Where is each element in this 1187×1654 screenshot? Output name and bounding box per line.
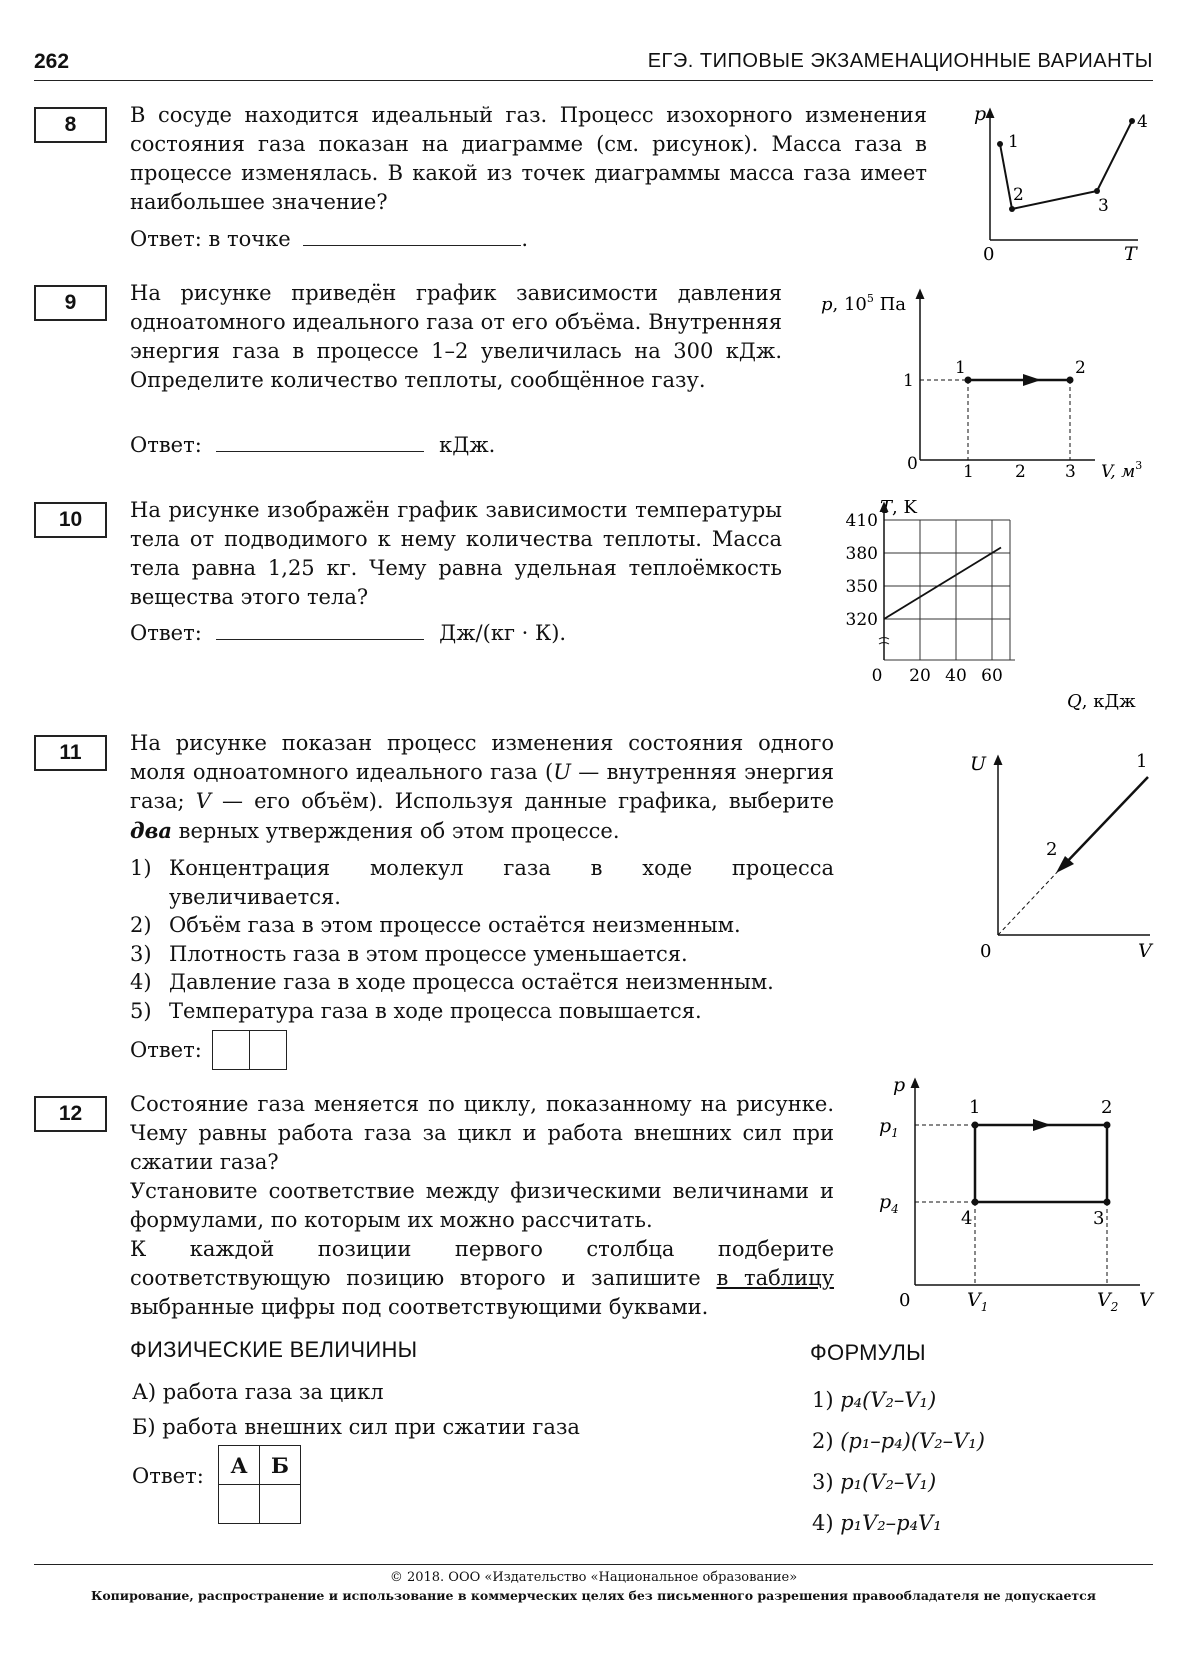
- q11-y-label: U: [970, 753, 987, 775]
- footer-notice: Копирование, распространение и использование в коммерческих целях без письменного разрешения правообладателя не допускается: [90, 1588, 1097, 1603]
- q11-text: На рисунке показан процесс изменения состояния одного моля одноатомного идеального газа (U — внутренняя энергия газа; V — его объём). Используя данные графика, выберите два верных утверждения об этом процессе.: [130, 731, 834, 843]
- q12-col1-head: ФИЗИЧЕСКИЕ ВЕЛИЧИНЫ: [130, 1337, 418, 1362]
- q12-cycle: [975, 1125, 1107, 1202]
- q9-x-tick-3: 3: [1065, 462, 1076, 482]
- q9-point-label-2: 2: [1075, 358, 1086, 378]
- q12-v1-label: $V_1$: [967, 1289, 989, 1314]
- q8-point-4: [1129, 118, 1135, 124]
- q12-point-2: [1104, 1122, 1111, 1129]
- q10-y-tick-320: 320: [845, 610, 878, 630]
- q12-formula-4: 4) p₁V₂–p₄V₁: [812, 1511, 942, 1535]
- q8-point-3: [1094, 188, 1100, 194]
- q8-point-1: [997, 141, 1003, 147]
- q9-answer: [130, 433, 495, 457]
- task-number-11: 11: [34, 735, 107, 771]
- q12-point-3: [1104, 1199, 1111, 1206]
- q11-point-label-1: 1: [1136, 751, 1148, 772]
- q12-answer-head-a: А: [219, 1446, 260, 1485]
- q12-p4-label: $p_4$: [879, 1191, 899, 1216]
- task-number-8: 8: [34, 107, 107, 143]
- q8-point-label-2: 2: [1013, 185, 1024, 205]
- q11-option-1: 1) Концентрация молекул газа в ходе процесса увеличивается.: [130, 856, 834, 909]
- q10-answer: [130, 621, 566, 645]
- q8-point-2: [1009, 206, 1015, 212]
- q10-x-tick-40: 40: [945, 666, 967, 686]
- q12-answer-head-b: Б: [260, 1446, 301, 1485]
- q12-p1-label: $p_1$: [879, 1115, 899, 1140]
- q11-graph: [960, 745, 1160, 970]
- q12-x-label: V: [1139, 1289, 1153, 1311]
- q12-item-b: Б) работа внешних сил при сжатии газа: [132, 1415, 580, 1439]
- q9-text: На рисунке приведён график зависимости давления одноатомного идеального газа от его объёма. Внутренняя энергия газа в процессе 1–2 увеличилась на 300 кДж. Определите количество теплоты, сообщённое газу.: [130, 281, 782, 392]
- q12-origin: 0: [899, 1290, 911, 1311]
- footer-copyright: © 2018. ООО «Издательство «Национальное образование»: [389, 1570, 798, 1585]
- q10-y-tick-350: 350: [845, 577, 878, 597]
- q10-x-tick-0: 0: [871, 666, 883, 686]
- q12-formula-1: 1) p₄(V₂–V₁): [812, 1388, 937, 1412]
- task-number-9: 9: [34, 285, 107, 321]
- q11-option-4: 4) Давление газа в ходе процесса остаётся неизменным.: [130, 970, 774, 994]
- q10-y-tick-410: 410: [845, 511, 878, 531]
- q11-answer-label: Ответ:: [130, 1038, 202, 1062]
- q11-process-line: [1062, 777, 1148, 867]
- q8-answer-field[interactable]: [303, 227, 521, 246]
- page-number: 262: [34, 50, 70, 73]
- header-divider: [34, 80, 1153, 81]
- q10-answer-unit: Дж/(кг · К).: [439, 621, 567, 645]
- q9-answer-field[interactable]: [216, 433, 424, 452]
- q10-chart: [845, 495, 1160, 725]
- q12-text: [130, 1090, 834, 1322]
- q12-answer-table: [218, 1445, 301, 1524]
- q9-y-label: p, $10^5$ Па: [821, 292, 907, 315]
- q12-col1-items: [132, 1375, 580, 1445]
- q11-option-3: 3) Плотность газа в этом процессе уменьшается.: [130, 941, 688, 966]
- q9-direction-arrow: [1023, 374, 1041, 386]
- q11-x-label: V: [1138, 940, 1152, 962]
- q12-v2-label: $V_2$: [1097, 1289, 1119, 1314]
- q11-point-label-2: 2: [1046, 839, 1058, 860]
- q12-point-4: [972, 1199, 979, 1206]
- q11-answer: [130, 1030, 287, 1070]
- q8-answer-label: Ответ: в точке: [130, 227, 291, 251]
- q9-point-2: [1067, 377, 1074, 384]
- q8-x-label: T: [1124, 243, 1137, 265]
- q10-y-tick-380: 380: [845, 544, 878, 564]
- q12-formula-3: 3) p₁(V₂–V₁): [812, 1470, 937, 1494]
- q12-y-label: p: [893, 1074, 906, 1096]
- q12-answer-label: Ответ:: [132, 1464, 204, 1488]
- q10-x-tick-20: 20: [909, 666, 931, 686]
- q9-graph: [815, 285, 1165, 490]
- task-number-10: 10: [34, 502, 107, 538]
- q9-answer-label: Ответ:: [130, 433, 202, 457]
- q11-options: [130, 854, 834, 1025]
- q12-text-3: К каждой позиции первого столбца подберите соответствующую позицию второго и запишите в таблицу выбранные цифры под соответствующими буквами.: [130, 1237, 834, 1319]
- q12-formula-2: 2) (p₁–p₄)(V₂–V₁): [812, 1429, 985, 1453]
- q12-direction-arrow: [1033, 1119, 1051, 1131]
- q11-answer-cells[interactable]: [212, 1030, 287, 1070]
- q9-origin: 0: [907, 454, 918, 474]
- q11-answer-cell-2[interactable]: [249, 1031, 286, 1069]
- q12-text-1: Состояние газа меняется по циклу, показанному на рисунке. Чему равны работа газа за цикл и работа внешних сил при сжатии газа?: [130, 1092, 834, 1174]
- q10-text: На рисунке изображён график зависимости температуры тела от подводимого к нему количества теплоты. Масса тела равна 1,25 кг. Чему равна удельная теплоёмкость вещества этого тела?: [130, 498, 782, 609]
- q12-graph: [875, 1070, 1160, 1315]
- q11-option-5: 5) Температура газа в ходе процесса повышается.: [130, 998, 702, 1023]
- q12-answer-cell-a[interactable]: [219, 1485, 260, 1524]
- q10-series-line-0: [884, 548, 1001, 620]
- q12-point-label-3: 3: [1093, 1208, 1105, 1229]
- footer-divider: [34, 1564, 1153, 1565]
- q10-answer-field[interactable]: [216, 621, 424, 640]
- q8-point-label-1: 1: [1008, 132, 1019, 152]
- q12-answer-cell-b[interactable]: [260, 1485, 301, 1524]
- q8-text: В сосуде находится идеальный газ. Процесс изохорного изменения состояния газа показан на диаграмме (см. рисунок). Масса газа в процессе изменялась. В какой из точек диаграммы масса газа имеет наибольшее значение?: [130, 103, 927, 214]
- q12-point-label-2: 2: [1101, 1097, 1113, 1118]
- q8-answer-suffix: .: [521, 227, 529, 251]
- q12-item-a: А) работа газа за цикл: [132, 1380, 384, 1404]
- q11-origin: 0: [980, 941, 992, 962]
- q8-point-label-3: 3: [1098, 196, 1109, 216]
- q12-point-1: [972, 1122, 979, 1129]
- q8-graph: [960, 100, 1160, 270]
- header-title: ЕГЭ. ТИПОВЫЕ ЭКЗАМЕНАЦИОННЫЕ ВАРИАНТЫ: [647, 50, 1153, 72]
- q9-x-tick-1: 1: [963, 462, 974, 482]
- q9-point-label-1: 1: [955, 358, 966, 378]
- q9-x-label: V, $м^3$: [1101, 459, 1143, 482]
- q12-point-label-1: 1: [969, 1097, 981, 1118]
- q11-answer-cell-1[interactable]: [213, 1031, 249, 1069]
- q10-answer-label: Ответ:: [130, 621, 202, 645]
- q8-point-label-4: 4: [1137, 112, 1148, 132]
- q8-y-label: p: [974, 103, 987, 125]
- q11-extrapolation: [998, 867, 1062, 935]
- task-number-12: 12: [34, 1096, 107, 1132]
- q12-text-2: Установите соответствие между физическими величинами и формулами, по которым их можно рассчитать.: [130, 1179, 834, 1232]
- q8-origin: 0: [983, 244, 995, 265]
- q9-x-tick-2: 2: [1015, 462, 1026, 482]
- q10-y-label: T, K: [880, 497, 917, 518]
- q12-col2-head: ФОРМУЛЫ: [810, 1340, 926, 1365]
- q10-x-label: Q, кДж: [1067, 691, 1136, 712]
- q11-option-2: 2) Объём газа в этом процессе остаётся неизменным.: [130, 913, 741, 937]
- q9-y-tick-1: 1: [903, 371, 914, 391]
- q9-answer-unit: кДж.: [439, 433, 496, 457]
- q10-x-tick-60: 60: [981, 666, 1003, 686]
- q12-point-label-4: 4: [961, 1208, 973, 1229]
- q8-answer: [130, 227, 528, 251]
- q12-formulas: [812, 1380, 985, 1544]
